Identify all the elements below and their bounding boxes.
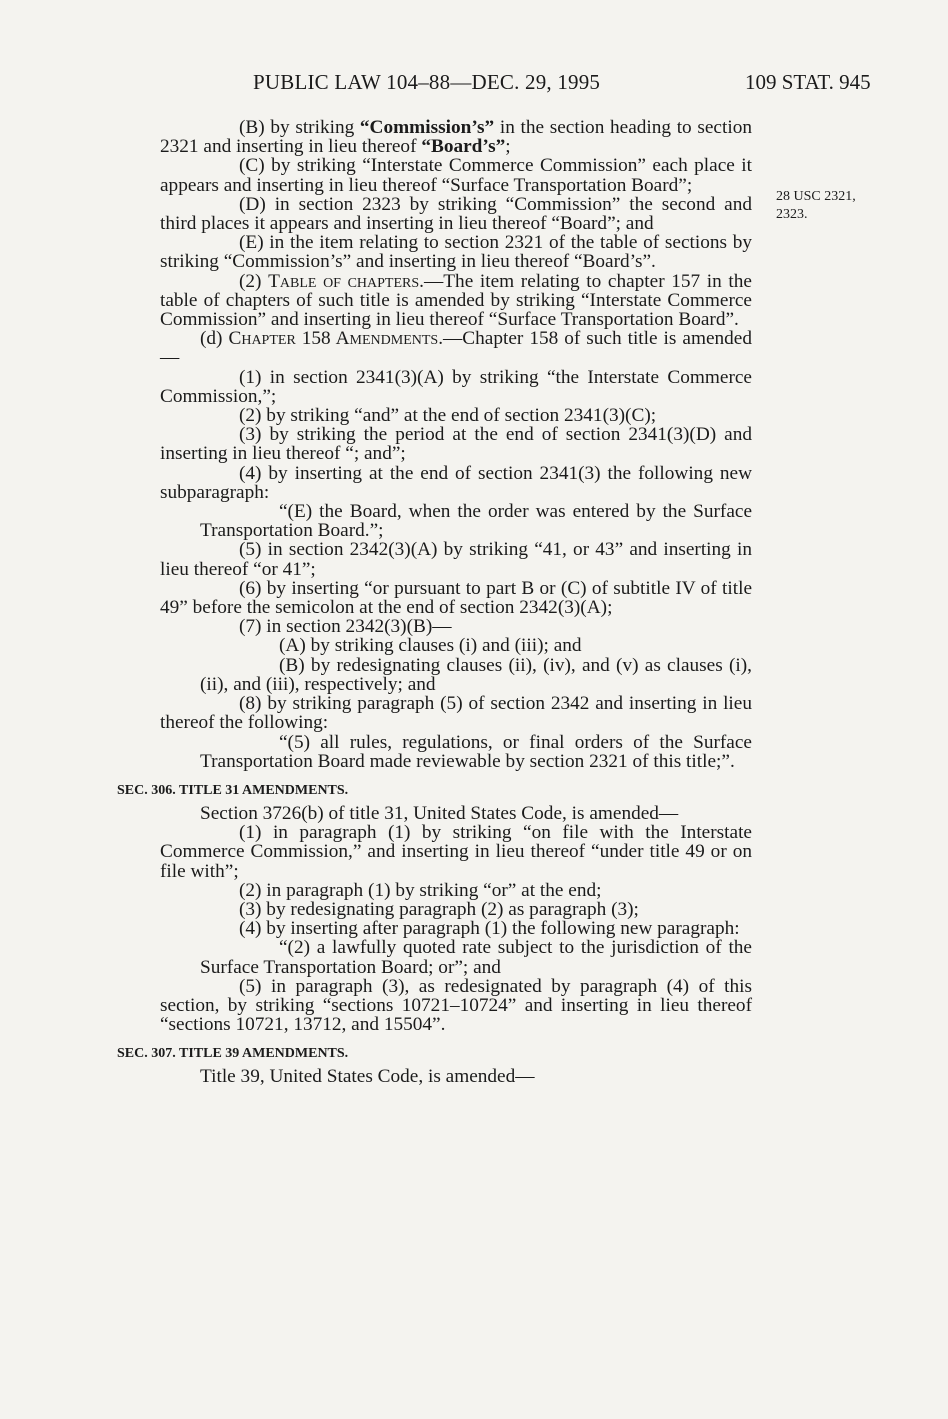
paragraph-2: (2) by striking “and” at the end of section 2341(3)(C); (239, 405, 657, 427)
section-306-paragraph-1: (1) in paragraph (1) by striking “on file with the Interstate Commerce Commission,” and inserting in lieu thereof “under title 49 or on file with”; (160, 822, 752, 882)
document-body (117, 117, 752, 1088)
paragraph-b: (B) by striking “Commission’s” in the section heading to section 2321 and inserting in lieu thereof “Board’s”; (160, 117, 752, 158)
section-307-intro: Title 39, United States Code, is amended— (200, 1066, 535, 1088)
paragraph-4: (4) by inserting at the end of section 2341(3) the following new subparagraph: (160, 462, 752, 503)
section-306-paragraph-2: (2) in paragraph (1) by striking “or” at the end; (239, 879, 602, 901)
margin-citation-line-2: 2323. (776, 207, 808, 222)
paragraph-6: (6) by inserting “or pursuant to part B or (C) of subtitle IV of title 49” before the semicolon at the end of section 2342(3)(A); (160, 577, 752, 619)
section-307-heading: SEC. 307. TITLE 39 AMENDMENTS. (117, 1046, 349, 1062)
paragraph-7: (7) in section 2342(3)(B)— (239, 616, 452, 638)
running-header (0, 70, 948, 100)
paragraph-e: (E) in the item relating to section 2321 of the table of sections by striking “Commission’s” and inserting in lieu thereof “Board’s”. (160, 232, 752, 273)
clause-7b: (B) by redesignating clauses (ii), (iv), and (v) as clauses (i), (ii), and (iii), respectively; and (200, 654, 752, 695)
section-306-quoted-paragraph-2: “(2) a lawfully quoted rate subject to the jurisdiction of the Surface Transportation Board; or”; and (200, 937, 752, 978)
paragraph-table-of-chapters: (2) Table of chapters.—The item relating to chapter 157 in the table of chapters of such title is amended by striking “Interstate Commerce Commission” and inserting in lieu thereof “Surface Transportation Board”. (160, 270, 752, 331)
quoted-paragraph-5: “(5) all rules, regulations, or final orders of the Surface Transportation Board made reviewable by section 2321 of this title;”. (200, 731, 752, 772)
clause-7a: (A) by striking clauses (i) and (iii); and (279, 635, 582, 657)
margin-citation (776, 188, 856, 224)
paragraph-chapter-158: (d) Chapter 158 Amendments.—Chapter 158 of such title is amended— (160, 328, 752, 369)
section-306-paragraph-3: (3) by redesignating paragraph (2) as paragraph (3); (239, 898, 639, 920)
paragraph-3: (3) by striking the period at the end of section 2341(3)(D) and inserting in lieu thereof “; and”; (160, 424, 752, 465)
header-stat-page: 109 STAT. 945 (745, 70, 871, 94)
margin-citation-line-1: 28 USC 2321, (776, 189, 856, 204)
quoted-subparagraph-e: “(E) the Board, when the order was entered by the Surface Transportation Board.”; (200, 501, 752, 542)
paragraph-8: (8) by striking paragraph (5) of section 2342 and inserting in lieu thereof the following: (160, 693, 752, 734)
section-306-intro: Section 3726(b) of title 31, United States Code, is amended— (200, 802, 679, 824)
section-306-paragraph-4: (4) by inserting after paragraph (1) the following new paragraph: (239, 918, 740, 940)
paragraph-1: (1) in section 2341(3)(A) by striking “the Interstate Commerce Commission,”; (160, 366, 752, 407)
paragraph-c: (C) by striking “Interstate Commerce Commission” each place it appears and inserting in lieu thereof “Surface Transportation Board”; (160, 155, 752, 196)
section-306-heading: SEC. 306. TITLE 31 AMENDMENTS. (117, 782, 349, 798)
section-306-paragraph-5: (5) in paragraph (3), as redesignated by paragraph (4) of this section, by striking “sections 10721–10724” and inserting in lieu thereof “sections 10721, 13712, and 15504”. (160, 975, 752, 1036)
paragraph-d: (D) in section 2323 by striking “Commission” the second and third places it appears and inserting in lieu thereof “Board”; and (160, 193, 752, 235)
header-title: PUBLIC LAW 104–88—DEC. 29, 1995 (253, 70, 601, 94)
paragraph-5: (5) in section 2342(3)(A) by striking “41, or 43” and inserting in lieu thereof “or 41”; (160, 539, 752, 580)
